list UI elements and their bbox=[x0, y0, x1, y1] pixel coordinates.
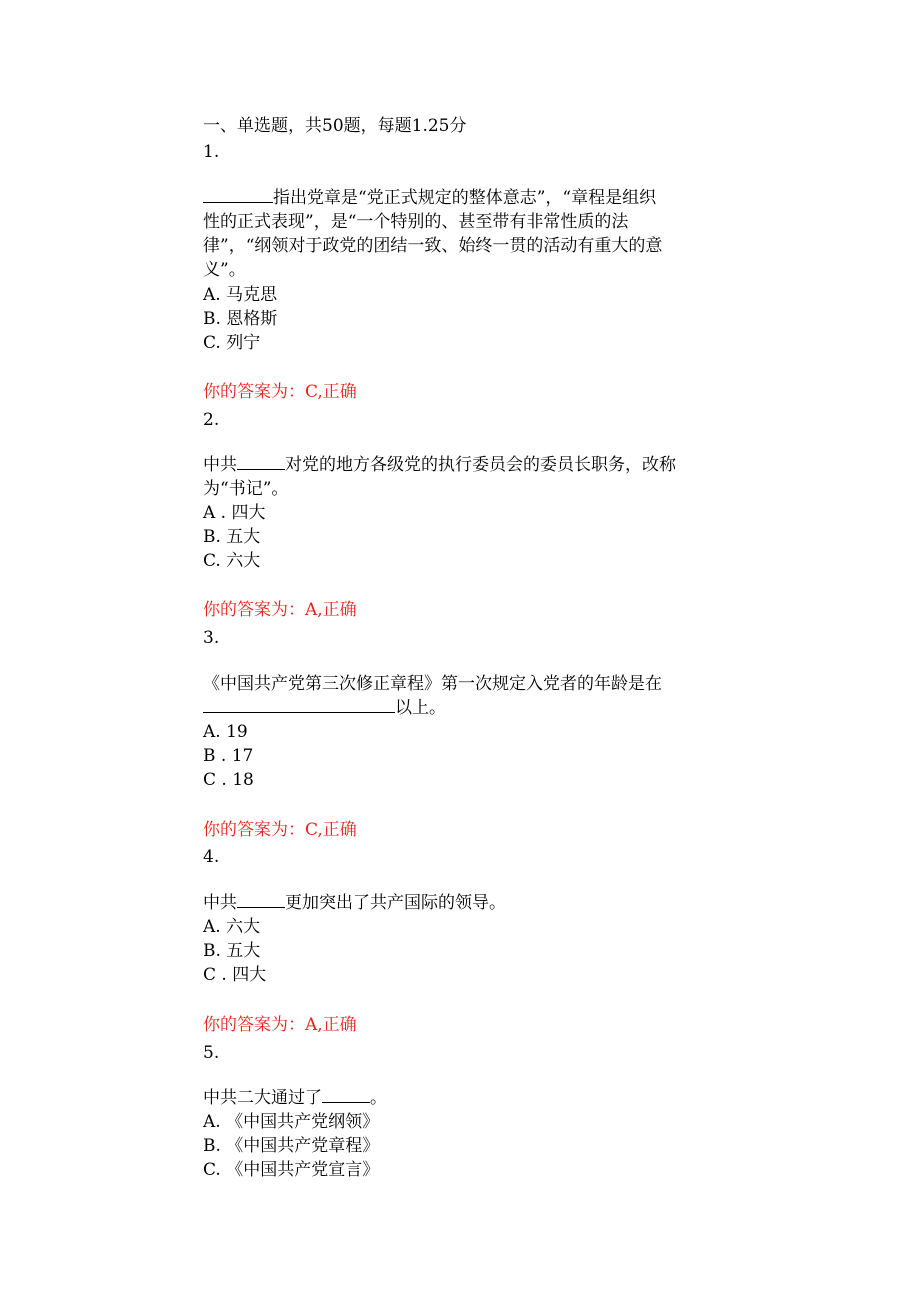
question-2-answer: 你的答案为：A,正确 bbox=[203, 600, 357, 620]
question-3-stem-line-2: 以上。 bbox=[203, 696, 446, 720]
question-1-stem-line-4: 义”。 bbox=[203, 260, 246, 280]
question-2-number: 2. bbox=[203, 410, 220, 430]
answer-blank bbox=[322, 1086, 370, 1103]
question-3-answer: 你的答案为：C,正确 bbox=[203, 820, 357, 840]
question-2-stem-line-2: 为“书记”。 bbox=[203, 479, 289, 499]
question-1-stem-line-3: 律”，“纲领对于政党的团结一致、始终一贯的活动有重大的意 bbox=[203, 236, 663, 256]
question-1-option-c: C. 列宁 bbox=[203, 333, 261, 353]
question-3-stem-line-1: 《中国共产党第三次修正章程》第一次规定入党者的年龄是在 bbox=[203, 674, 662, 694]
question-3-option-a: A. 19 bbox=[203, 722, 248, 742]
answer-blank bbox=[203, 696, 395, 713]
question-1-number: 1. bbox=[203, 142, 220, 162]
section-heading: 一、单选题，共50题，每题1.25分 bbox=[203, 116, 467, 136]
question-5-number: 5. bbox=[203, 1043, 220, 1063]
question-1-stem-line-1: 指出党章是“党正式规定的整体意志”，“章程是组织 bbox=[203, 186, 656, 210]
answer-blank bbox=[203, 186, 273, 203]
question-4-option-a: A. 六大 bbox=[203, 917, 261, 937]
question-2-option-c: C. 六大 bbox=[203, 551, 261, 571]
question-3-option-b: B . 17 bbox=[203, 746, 254, 766]
answer-blank bbox=[237, 453, 285, 470]
question-3-option-c: C . 18 bbox=[203, 770, 254, 790]
question-5-option-a: A. 《中国共产党纲领》 bbox=[203, 1112, 380, 1132]
question-4-option-c: C . 四大 bbox=[203, 965, 267, 985]
question-1-option-b: B. 恩格斯 bbox=[203, 309, 278, 329]
question-1-answer: 你的答案为：C,正确 bbox=[203, 382, 357, 402]
question-2-stem-line-1: 中共 对党的地方各级党的执行委员会的委员长职务，改称 bbox=[203, 455, 676, 475]
question-5-option-b: B. 《中国共产党章程》 bbox=[203, 1136, 380, 1156]
question-1-stem-line-2: 性的正式表现”，是“一个特别的、甚至带有非常性质的法 bbox=[203, 212, 629, 232]
question-1-option-a: A. 马克思 bbox=[203, 285, 278, 305]
question-4-stem-line-1: 中共 更加突出了共产国际的领导。 bbox=[203, 893, 506, 913]
question-4-answer: 你的答案为：A,正确 bbox=[203, 1015, 357, 1035]
answer-blank bbox=[237, 891, 285, 908]
question-5-option-c: C. 《中国共产党宣言》 bbox=[203, 1160, 380, 1180]
question-3-number: 3. bbox=[203, 628, 220, 648]
question-2-option-a: A . 四大 bbox=[203, 503, 266, 523]
question-5-stem-line-1: 中共二大通过了 。 bbox=[203, 1088, 387, 1108]
question-4-option-b: B. 五大 bbox=[203, 941, 261, 961]
question-4-number: 4. bbox=[203, 847, 220, 867]
question-2-option-b: B. 五大 bbox=[203, 527, 261, 547]
